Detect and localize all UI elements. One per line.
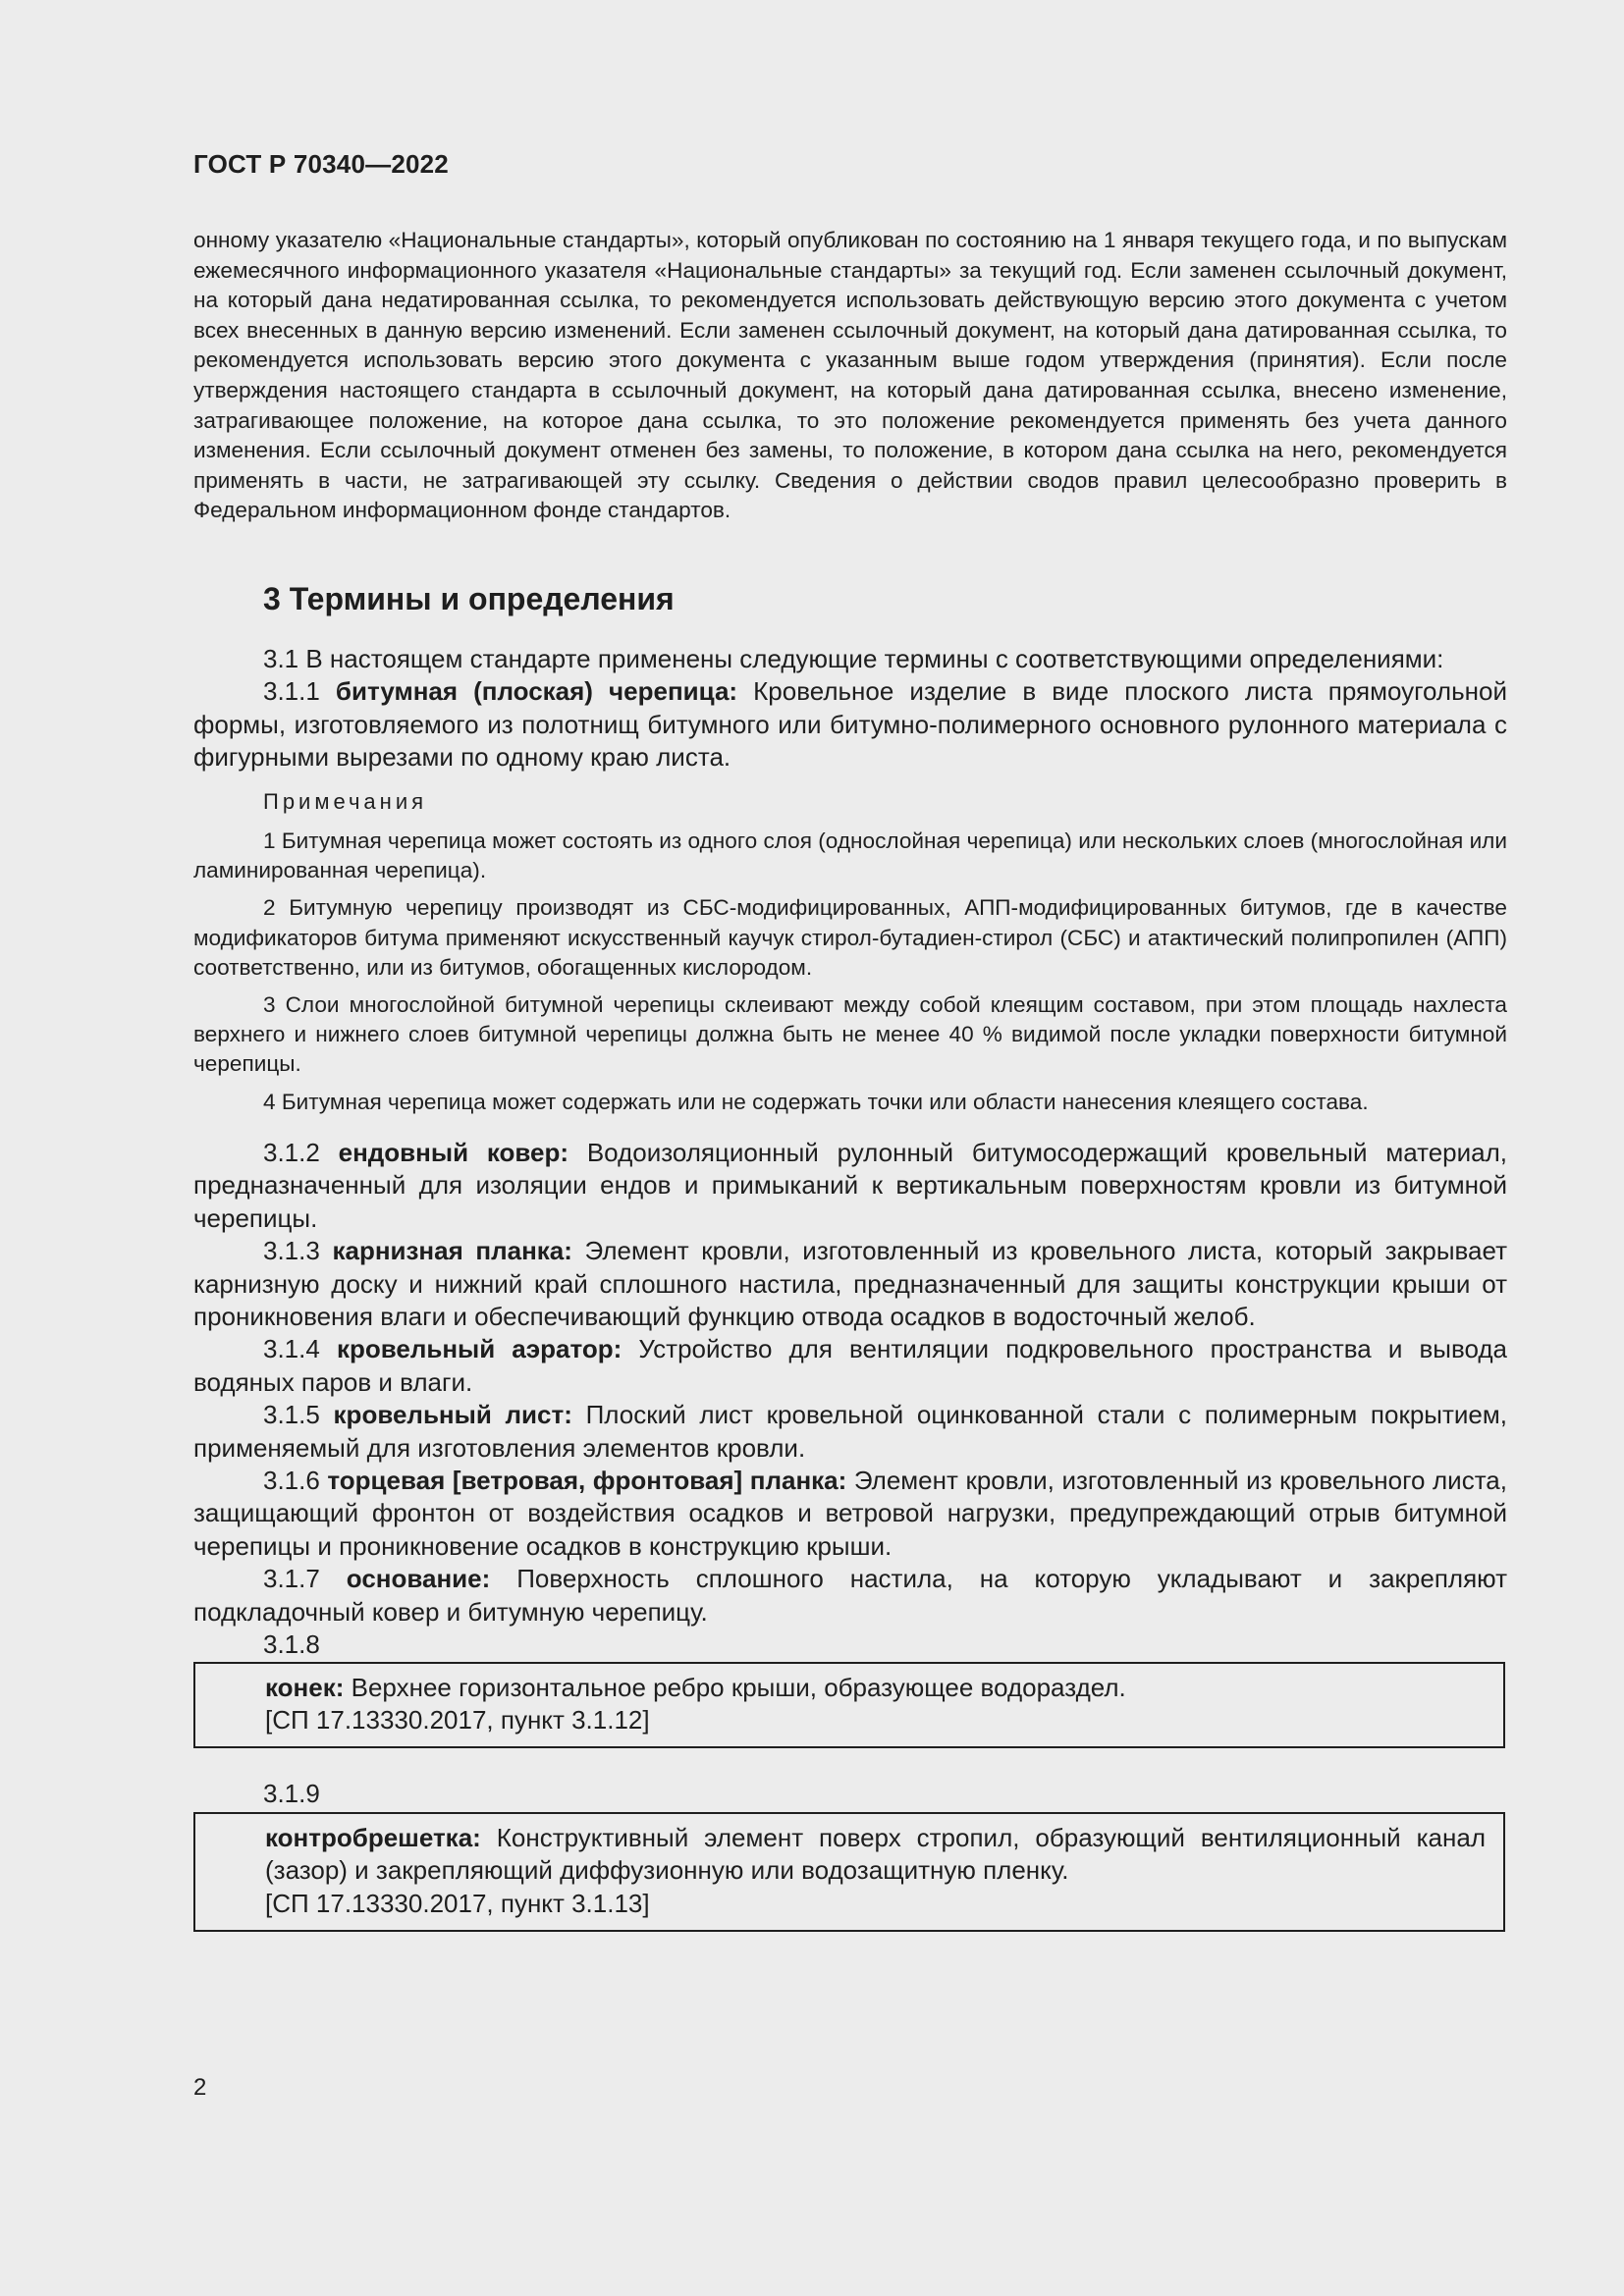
term-3-1-2 [193, 1137, 1507, 1235]
term-number: 3.1.5 [263, 1400, 334, 1430]
term-source: [СП 17.13330.2017, пункт 3.1.13] [265, 1888, 650, 1918]
term-3-1-9-number: 3.1.9 [263, 1779, 320, 1808]
term-number: 3.1.7 [263, 1564, 347, 1594]
term-name: торцевая [ветровая, фронтовая] планка: [327, 1466, 847, 1496]
term-number: 3.1.4 [263, 1334, 337, 1364]
term-source: [СП 17.13330.2017, пункт 3.1.12] [265, 1705, 650, 1735]
term-3-1-8-box [193, 1662, 1505, 1748]
notes-heading: Примечания [263, 789, 428, 814]
terms-block-1 [193, 643, 1507, 774]
note-item: 2 Битумную черепицу производят из СБС-модифицированных, АПП-модифицированных битумов, где в качестве модификаторов битума применяют искусственный каучук стирол-бутадиен-стирол (СБС) и атактический полипропилен (АПП) соответственно, или из битумов, обогащенных кислородом. [193, 895, 1507, 980]
term-3-1-4 [193, 1333, 1507, 1399]
term-definition: Поверхность сплошного настила, на которую укладывают и закрепляют подкладочный ковер и битумную черепицу. [193, 1564, 1507, 1627]
term-name: основание: [346, 1564, 491, 1594]
term-3-1-8 [265, 1672, 1486, 1704]
term-3-1-3 [193, 1235, 1507, 1333]
term-number: 3.1.6 [263, 1466, 328, 1496]
notes-list [193, 827, 1507, 1125]
clause-3-1: 3.1 В настоящем стандарте применены следующие термины с соответствующими определениями: [263, 644, 1444, 673]
note-item: 3 Слои многослойной битумной черепицы склеивают между собой клеящим составом, при этом площадь нахлеста верхнего и нижнего слоев битумной черепицы должна быть не менее 40 % видимой после укладки поверхности битумной черепицы. [193, 992, 1507, 1077]
term-name: контробрешетка: [265, 1823, 481, 1852]
term-definition: Устройство для вентиляции подкровельного пространства и вывода водяных паров и влаги. [193, 1334, 1507, 1397]
term-number: 3.1.1 [263, 676, 336, 707]
intro-paragraph: онному указателю «Национальные стандарты», который опубликован по состоянию на 1 января текущего года, и по выпускам ежемесячного информационного указателя «Национальные стандарты» за текущий год. Если заменен ссылочный документ, на который дана недатированная ссылка, то рекомендуется использовать действующую версию этого документа с учетом всех внесенных в данную версию изменений. Если заменен ссылочный документ, на который дана датированная ссылка, то рекомендуется использовать версию этого документа с указанным выше годом утверждения (принятия). Если после утверждения настоящего стандарта в ссылочный документ, на который дана датированная ссылка, внесено изменение, затрагивающее положение, на которое дана ссылка, то это положение рекомендуется применять без учета данного изменения. Если ссылочный документ отменен без замены, то положение, в котором дана ссылка на него, рекомендуется применять в части, не затрагивающей эту ссылку. Сведения о действии сводов правил целесообразно проверить в Федеральном информационном фонде стандартов. [193, 228, 1507, 523]
term-number: 3.1.2 [263, 1138, 339, 1167]
term-3-1-5 [193, 1399, 1507, 1465]
term-name: битумная (плоская) черепица: [335, 676, 738, 707]
term-definition: Верхнее горизонтальное ребро крыши, образующее водораздел. [344, 1673, 1126, 1702]
term-3-1-7 [193, 1563, 1507, 1629]
terms-block-2 [193, 1137, 1507, 1629]
term-name: кровельный лист: [333, 1400, 572, 1430]
note-item: 1 Битумная черепица может состоять из одного слоя (однослойная черепица) или нескольких слоев (многослойная или ламинированная черепица). [193, 828, 1507, 883]
term-name: кровельный аэратор: [336, 1334, 623, 1364]
term-name: карнизная планка: [332, 1236, 572, 1266]
term-name: конек: [265, 1673, 345, 1702]
term-3-1-6 [193, 1465, 1507, 1563]
term-definition: Элемент кровли, изготовленный из кровельного листа, который закрывает карнизную доску и нижний край сплошного настила, предназначенный для защиты конструкции крыши от проникновения влаги и обеспечивающий функцию отвода осадков в водосточный желоб. [193, 1236, 1507, 1332]
page-number: 2 [193, 2074, 207, 2101]
section-title: 3 Термины и определения [263, 581, 675, 616]
term-number: 3.1.3 [263, 1236, 333, 1266]
document-header: ГОСТ Р 70340—2022 [193, 149, 449, 179]
term-definition: Плоский лист кровельной оцинкованной стали с полимерным покрытием, применяемый для изготовления элементов кровли. [193, 1400, 1507, 1463]
note-item: 4 Битумная черепица может содержать или не содержать точки или области нанесения клеящего состава. [263, 1089, 1369, 1114]
term-3-1-8-number: 3.1.8 [263, 1629, 320, 1659]
term-3-1-1 [193, 675, 1507, 774]
term-definition: Элемент кровли, изготовленный из кровельного листа, защищающий фронтон от воздействия осадков и ветровой нагрузки, предупреждающий отрыв битумной черепицы и проникновение осадков в конструкцию крыши. [193, 1466, 1507, 1561]
term-3-1-9 [265, 1822, 1486, 1888]
term-3-1-9-box [193, 1812, 1505, 1932]
term-definition: Конструктивный элемент поверх стропил, образующий вентиляционный канал (зазор) и закрепляющий диффузионную или водозащитную пленку. [265, 1823, 1486, 1886]
term-definition: Кровельное изделие в виде плоского листа прямоугольной формы, изготовляемого из полотнищ битумного или битумно-полимерного основного рулонного материала с фигурными вырезами по одному краю листа. [193, 676, 1507, 773]
term-definition: Водоизоляционный рулонный битумосодержащий кровельный материал, предназначенный для изоляции ендов и примыканий к вертикальным поверхностям кровли из битумной черепицы. [193, 1138, 1507, 1233]
term-name: ендовный ковер: [338, 1138, 569, 1167]
